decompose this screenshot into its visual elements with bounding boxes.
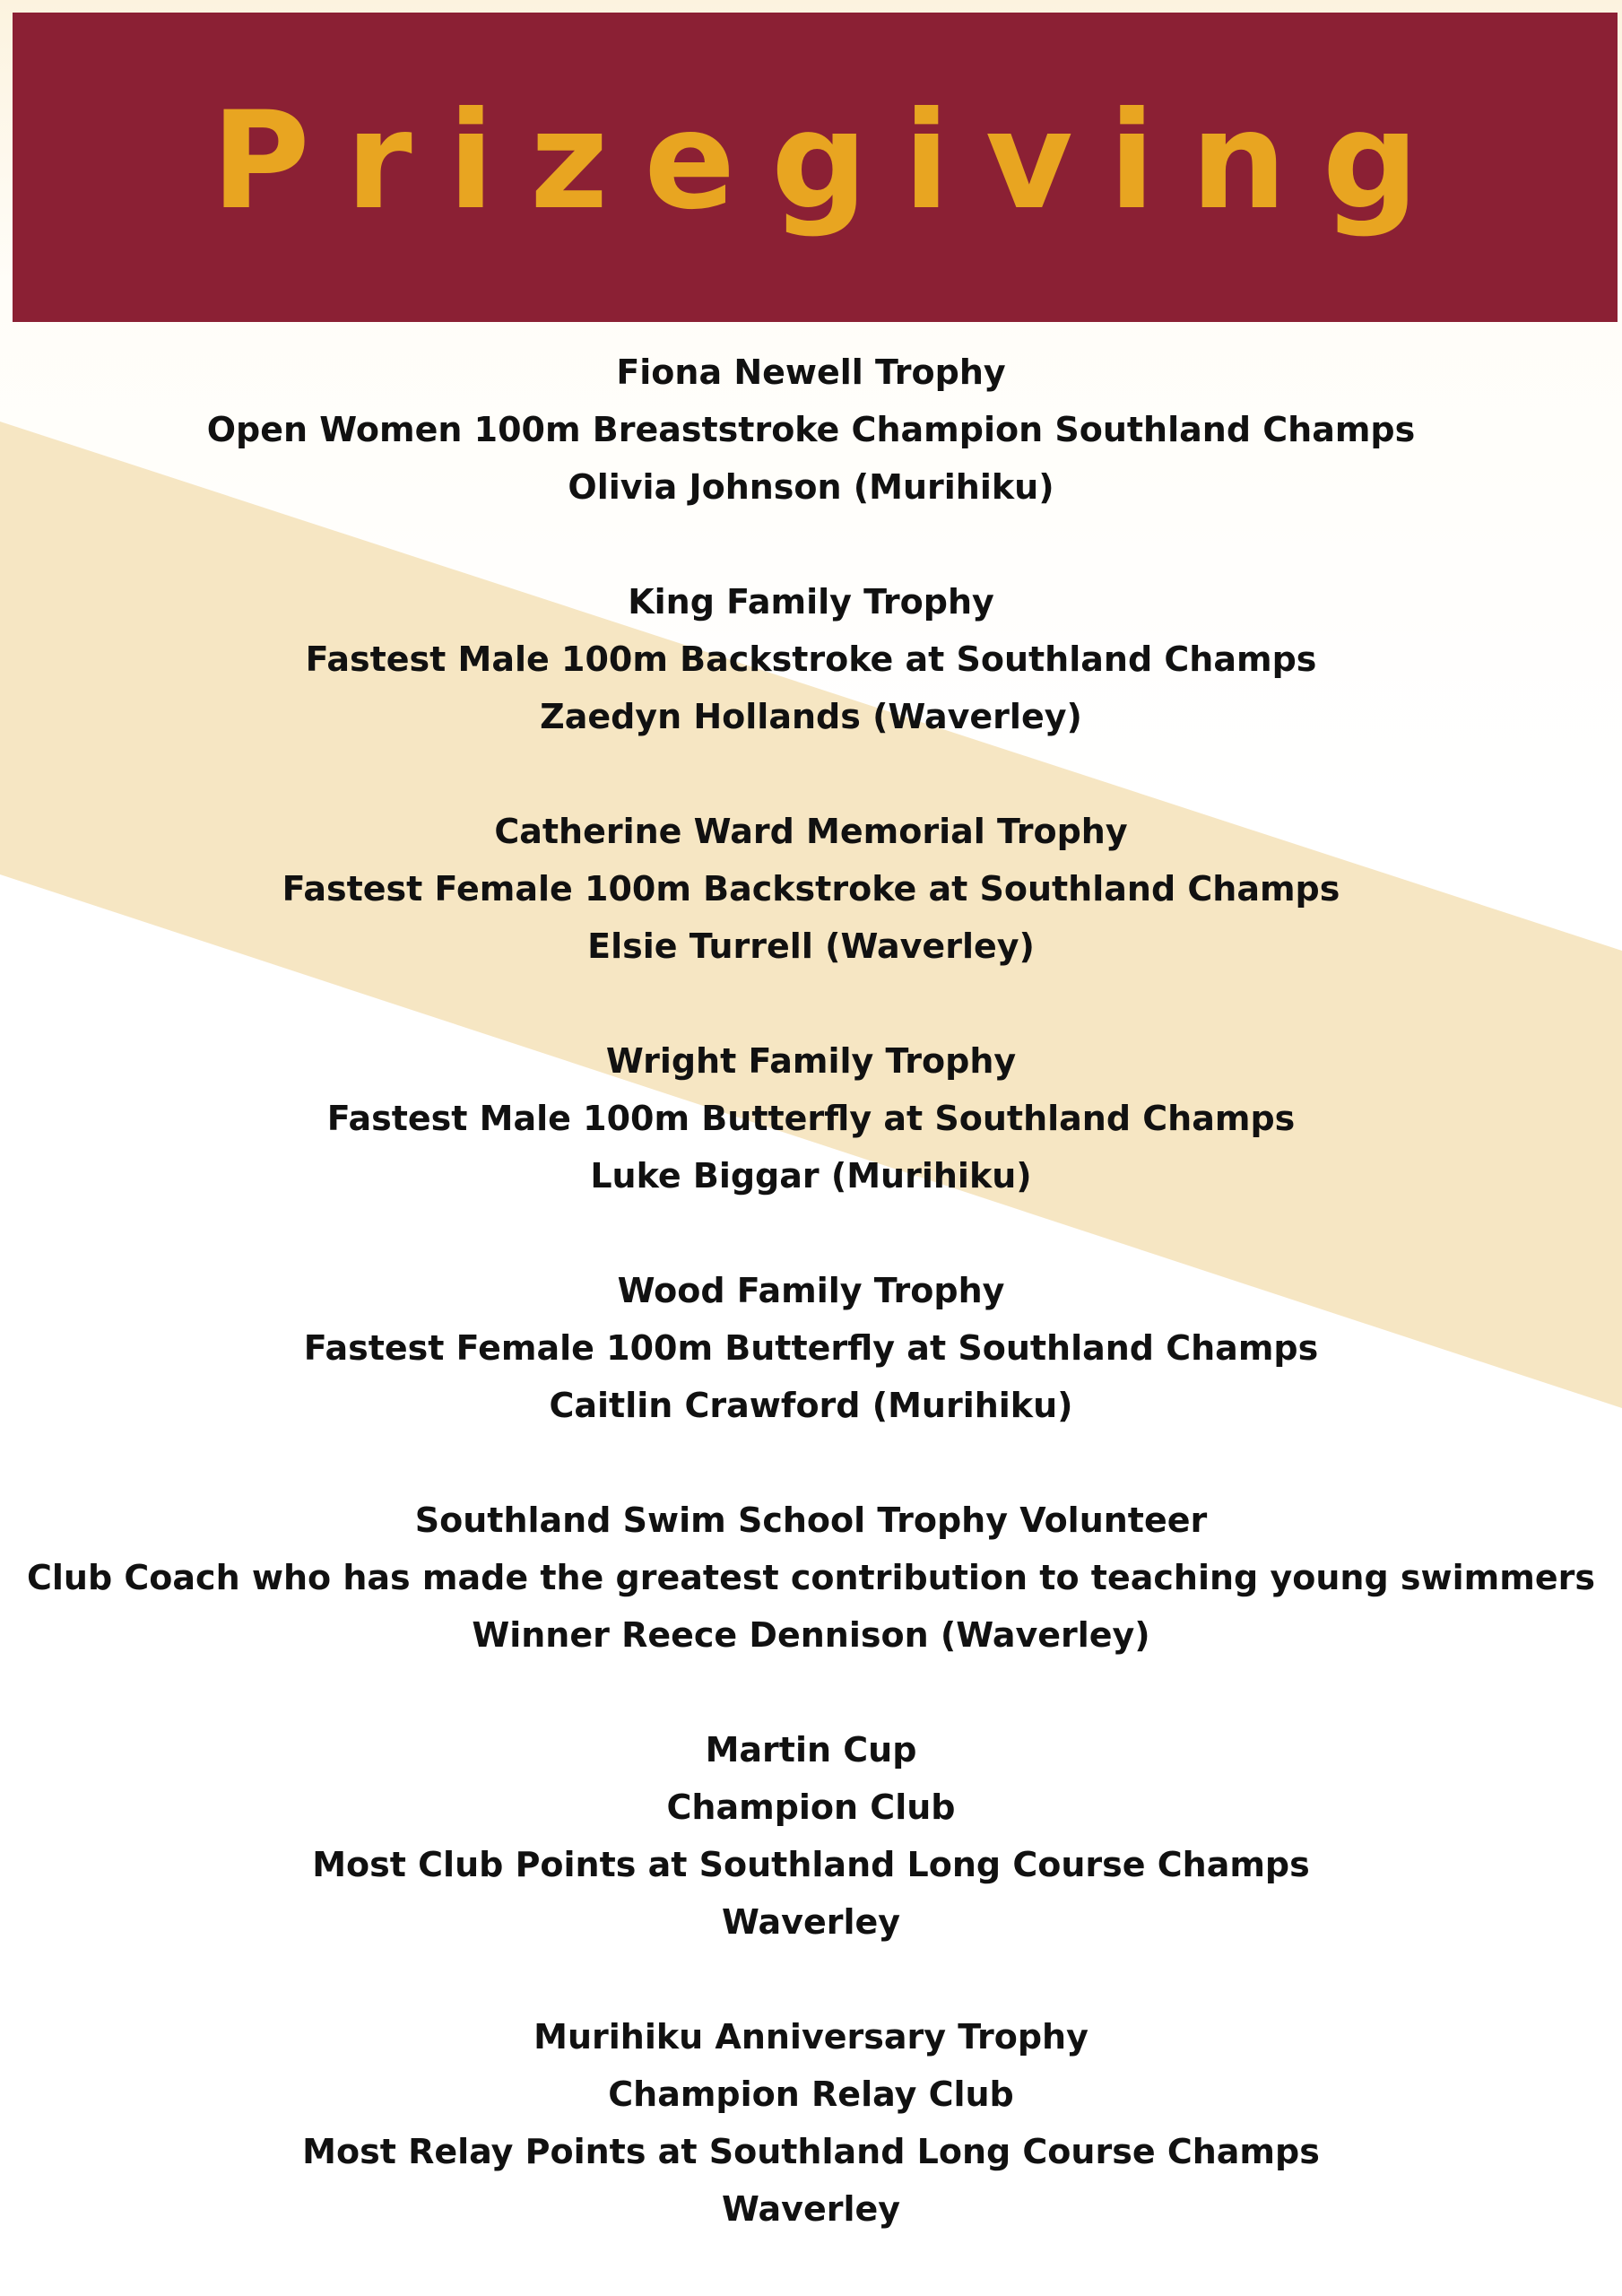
page-title: Prizegiving: [211, 83, 1455, 239]
award-entry: [0, 1032, 1622, 1205]
award-description: Club Coach who has made the greatest contribution to teaching young swimmers: [27, 1558, 1595, 1597]
award-winner: Caitlin Crawford (Murihiku): [549, 1386, 1073, 1425]
award-winner: Luke Biggar (Murihiku): [590, 1156, 1032, 1196]
award-trophy-name: Catherine Ward Memorial Trophy: [494, 812, 1128, 851]
award-description: Open Women 100m Breaststroke Champion Southland Champs: [206, 410, 1416, 449]
award-category: Champion Club: [666, 1787, 956, 1827]
award-description: Fastest Female 100m Backstroke at Southland Champs: [282, 869, 1340, 909]
award-description: Most Relay Points at Southland Long Course Champs: [302, 2132, 1320, 2171]
award-trophy-name: Martin Cup: [705, 1730, 917, 1770]
award-trophy-name: Murihiku Anniversary Trophy: [533, 2017, 1089, 2057]
award-trophy-name: Southland Swim School Trophy Volunteer: [414, 1500, 1208, 1540]
award-trophy-name: Fiona Newell Trophy: [616, 352, 1006, 392]
award-entry: [0, 1492, 1622, 1664]
header-banner: [13, 13, 1618, 322]
award-winner: Zaedyn Hollands (Waverley): [540, 697, 1082, 736]
award-entry: [0, 1262, 1622, 1434]
award-winner: Winner Reece Dennison (Waverley): [472, 1615, 1150, 1655]
award-description: Fastest Male 100m Backstroke at Southland Champs: [305, 639, 1317, 679]
award-trophy-name: Wright Family Trophy: [605, 1041, 1017, 1081]
award-trophy-name: King Family Trophy: [628, 582, 994, 622]
award-category: Champion Relay Club: [608, 2074, 1014, 2114]
award-entry: [0, 344, 1622, 516]
award-entry: [0, 573, 1622, 745]
award-entry: [0, 2008, 1622, 2238]
award-winner: Waverley: [721, 2189, 901, 2229]
award-entry: [0, 1721, 1622, 1951]
award-winner: Olivia Johnson (Murihiku): [568, 467, 1054, 507]
award-winner: Waverley: [721, 1902, 901, 1942]
award-trophy-name: Wood Family Trophy: [617, 1271, 1005, 1310]
award-description: Fastest Female 100m Butterfly at Southland Champs: [303, 1328, 1319, 1368]
awards-list: [0, 344, 1622, 2295]
award-description: Most Club Points at Southland Long Course Champs: [312, 1845, 1310, 1884]
award-entry: [0, 803, 1622, 975]
award-description: Fastest Male 100m Butterfly at Southland Champs: [326, 1099, 1296, 1138]
award-winner: Elsie Turrell (Waverley): [587, 926, 1035, 966]
